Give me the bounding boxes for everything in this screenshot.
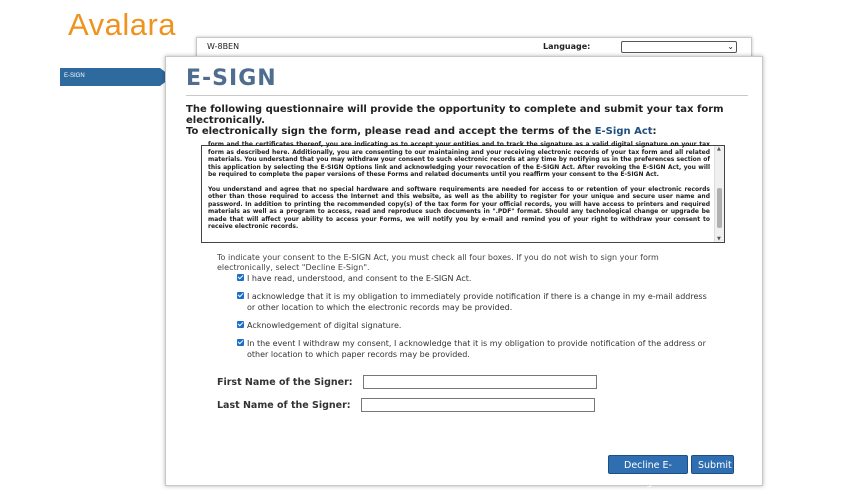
consent-instructions: To indicate your consent to the E-SIGN Act, you must check all four boxes. If you do not wish to sign your form electronically, select "Decline E-Sign". bbox=[217, 253, 659, 272]
checkbox-checked-icon[interactable] bbox=[237, 339, 244, 346]
agreement-text bbox=[208, 141, 710, 238]
e-sign-panel bbox=[165, 56, 763, 486]
consent-checkbox-read-understood[interactable] bbox=[237, 273, 707, 284]
intro-line-2 bbox=[186, 126, 746, 137]
last-name-input[interactable] bbox=[361, 398, 595, 412]
consent-checkbox-digital-signature[interactable] bbox=[237, 320, 707, 331]
language-label: Language: bbox=[543, 42, 591, 51]
agreement-paragraph: form and the certificates thereof, you are indicating as to accept your entities and to track the signature as a valid digital signature on your tax form as described here. Additionally, you are consenting to our maintaining and your receiving electronic records of your tax form and all related materials. You understand that you may withdraw your consent to such electronic records at any time by notifying us in the preferences section of this application by selecting the E-SIGN Options link and acknowledging your revocation of the E-SIGN Act. After revoking the E-SIGN Act, you will be required to complete the paper versions of these Forms and related documents until you reaffirm your consent to the E-SIGN Act. bbox=[208, 141, 710, 178]
checkbox-label: Acknowledgement of digital signature. bbox=[247, 321, 402, 330]
agreement-paragraph: You understand and agree that no special hardware and software requirements are needed for access to or retention of your electronic records other than those required to access the Internet and this website, as well as the ability to register for your unique and secure user name and password. In addition to printing the recommended copy(s) of the tax form for your official records, you will have access to printers and required materials as well as a program to access, read and reproduce such documents in ".PDF" format. Should any technological change or upgrade be made that will affect your ability to access your Forms, we will notify you by e-mail and remind you of your right to withdraw your consent to receive electronic records. bbox=[208, 185, 710, 230]
first-name-label: First Name of the Signer: bbox=[217, 377, 353, 388]
page-title: E-SIGN bbox=[186, 66, 277, 91]
consent-checkbox-notify-change[interactable] bbox=[237, 291, 707, 313]
first-name-input[interactable] bbox=[363, 375, 597, 389]
checkbox-label: I have read, understood, and consent to the E-SIGN Act. bbox=[247, 274, 472, 283]
checkbox-checked-icon[interactable] bbox=[237, 321, 244, 328]
scroll-up-arrow-icon[interactable]: ▲ bbox=[717, 146, 721, 152]
agreement-scroll-box[interactable] bbox=[201, 141, 725, 243]
scroll-down-arrow-icon[interactable]: ▼ bbox=[717, 236, 721, 242]
checkbox-label: I acknowledge that it is my obligation to immediately provide notification if there is a change in my e-mail address or other location to which the electronic records may be provided. bbox=[247, 292, 707, 312]
decline-e-sign-button[interactable]: Decline E-Sign bbox=[608, 455, 688, 474]
submit-button[interactable]: Submit bbox=[691, 455, 734, 474]
title-divider bbox=[186, 95, 748, 96]
checkbox-checked-icon[interactable] bbox=[237, 274, 244, 281]
checkbox-checked-icon[interactable] bbox=[237, 292, 244, 299]
avalara-logo: Avalara bbox=[68, 7, 177, 42]
sidebar-item-e-sign[interactable] bbox=[60, 68, 160, 86]
intro-line-1: The following questionnaire will provide the opportunity to complete and submit your tax form electronically. bbox=[186, 104, 724, 126]
chevron-down-icon: ⌄ bbox=[727, 42, 734, 51]
intro-line-2-suffix: : bbox=[652, 126, 657, 137]
intro-line-2-prefix: To electronically sign the form, please read and accept the terms of the bbox=[186, 126, 595, 137]
language-select[interactable] bbox=[621, 41, 737, 53]
e-sign-act-link[interactable]: E-Sign Act bbox=[594, 126, 653, 137]
last-name-label: Last Name of the Signer: bbox=[217, 400, 351, 411]
checkbox-label: In the event I withdraw my consent, I acknowledge that it is my obligation to provide notification of the address or other location to which paper records may be provided. bbox=[247, 339, 706, 359]
agreement-scrollbar[interactable] bbox=[714, 146, 724, 242]
scroll-thumb[interactable] bbox=[717, 188, 722, 228]
form-header-bar bbox=[196, 37, 752, 58]
sidebar-item-label: E-SIGN bbox=[64, 73, 85, 79]
intro-text bbox=[186, 104, 746, 137]
consent-checkbox-withdraw-consent[interactable] bbox=[237, 338, 707, 360]
form-name: W-8BEN bbox=[207, 42, 240, 51]
